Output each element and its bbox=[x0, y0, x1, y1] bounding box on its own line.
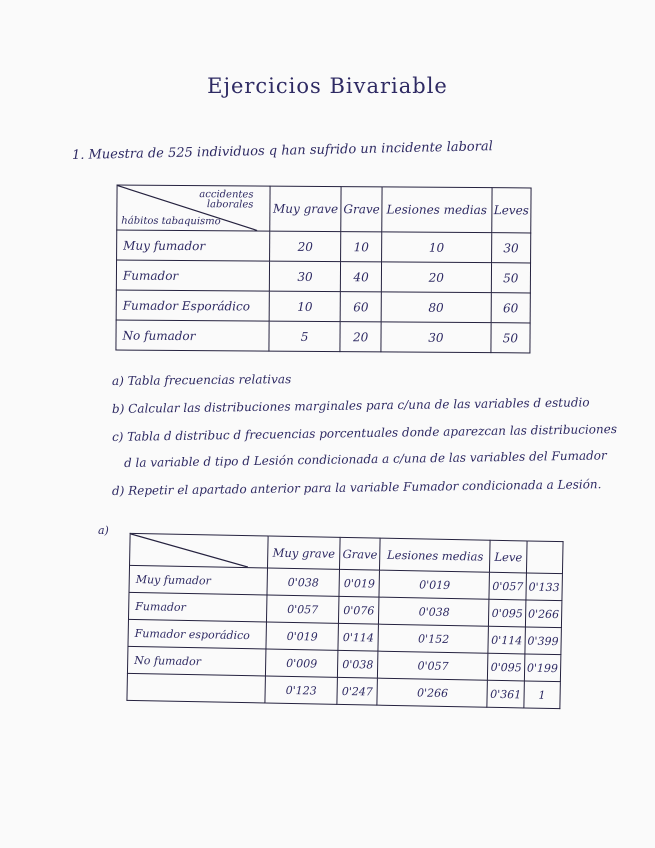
table-cell: 0'095 bbox=[488, 653, 525, 681]
table-cell: 0'038 bbox=[337, 650, 378, 678]
table-cell: 0'114 bbox=[488, 626, 525, 654]
table-cell: 0'057 bbox=[267, 595, 339, 623]
column-header: Grave bbox=[339, 537, 380, 570]
table-row bbox=[117, 230, 531, 263]
frequency-table bbox=[115, 185, 531, 354]
column-header: Muy grave bbox=[268, 536, 340, 569]
table-cell: 50 bbox=[491, 263, 530, 293]
table-cell: 0'399 bbox=[525, 627, 562, 655]
corner-cell bbox=[117, 185, 270, 231]
table-cell: 0'019 bbox=[266, 622, 338, 650]
table-cell: 60 bbox=[491, 293, 530, 323]
table-cell: 0'057 bbox=[378, 651, 489, 680]
table-cell: 0'199 bbox=[524, 654, 561, 682]
table-cell: 10 bbox=[341, 232, 382, 262]
column-header: Leves bbox=[492, 188, 532, 233]
table-row bbox=[116, 260, 530, 293]
row-label: Muy fumador bbox=[129, 565, 268, 595]
column-header: Grave bbox=[341, 187, 382, 232]
column-header: Lesiones medias bbox=[382, 187, 492, 233]
table-cell: 5 bbox=[269, 321, 341, 351]
question-item: d) Repetir el apartado anterior para la variable Fumador condicionada a Lesión. bbox=[111, 477, 602, 498]
relative-frequency-table bbox=[126, 533, 563, 709]
table-header-row bbox=[117, 185, 531, 233]
table-cell: 40 bbox=[341, 262, 382, 292]
table-cell: 50 bbox=[491, 323, 530, 353]
table-cell: 20 bbox=[381, 262, 491, 293]
table-cell: 0'038 bbox=[379, 597, 490, 626]
corner-bottom-label: hábitos tabaquismo bbox=[121, 215, 221, 228]
table-cell: 0'095 bbox=[489, 599, 526, 627]
table-cell: 0'076 bbox=[338, 596, 379, 624]
problem-statement: 1. Muestra de 525 individuos q han sufrido un incidente laboral bbox=[71, 139, 493, 163]
total-cell: 0'361 bbox=[487, 680, 524, 708]
row-label: Fumador esporádico bbox=[128, 619, 267, 649]
total-cell: 0'123 bbox=[265, 676, 337, 704]
answer-label: a) bbox=[98, 524, 109, 537]
table-cell: 80 bbox=[381, 292, 491, 323]
diagonal-line bbox=[130, 534, 249, 567]
table-cell: 20 bbox=[269, 231, 341, 261]
row-label: Fumador bbox=[116, 260, 269, 291]
table-cell: 60 bbox=[341, 292, 382, 322]
row-label: No fumador bbox=[127, 646, 266, 676]
table-cell: 0'266 bbox=[525, 600, 562, 628]
table-cell: 0'019 bbox=[339, 569, 380, 597]
corner-cell bbox=[130, 533, 269, 568]
table-cell: 0'114 bbox=[338, 623, 379, 651]
table-cell: 20 bbox=[340, 322, 381, 352]
total-cell: 1 bbox=[524, 681, 561, 709]
row-label: No fumador bbox=[116, 320, 269, 351]
empty-cell bbox=[127, 673, 266, 703]
table-row bbox=[116, 290, 530, 323]
table-cell: 0'152 bbox=[378, 624, 489, 653]
question-item: b) Calcular las distribuciones marginales para c/una de las variables d estudio bbox=[111, 395, 590, 416]
corner-top-label-2: laborales bbox=[206, 199, 254, 211]
total-cell: 0'247 bbox=[337, 677, 378, 705]
table-cell: 30 bbox=[381, 322, 491, 353]
row-label: Muy fumador bbox=[117, 230, 270, 261]
table-cell: 0'057 bbox=[489, 572, 526, 600]
page-title: Ejercicios Bivariable bbox=[207, 74, 448, 98]
table-cell: 0'019 bbox=[379, 570, 490, 599]
column-header: Muy grave bbox=[270, 186, 342, 231]
table-cell: 10 bbox=[381, 232, 491, 263]
column-header bbox=[526, 541, 563, 574]
column-header: Lesiones medias bbox=[380, 538, 491, 572]
table-row bbox=[116, 320, 530, 353]
total-cell: 0'266 bbox=[377, 678, 488, 707]
corner-top-label-1: accidentes bbox=[199, 189, 254, 201]
table-cell: 0'009 bbox=[266, 649, 338, 677]
column-header: Leve bbox=[490, 540, 527, 573]
row-label: Fumador bbox=[128, 592, 267, 622]
table-cell: 30 bbox=[491, 233, 530, 263]
question-item: a) Tabla frecuencias relativas bbox=[111, 372, 292, 388]
question-item: c) Tabla d distribuc d frecuencias porcentuales donde aparezcan las distribuciones bbox=[111, 422, 618, 444]
table-cell: 10 bbox=[269, 291, 341, 321]
table-cell: 30 bbox=[269, 261, 341, 291]
table-cell: 0'038 bbox=[267, 568, 339, 596]
row-label: Fumador Esporádico bbox=[116, 290, 269, 321]
question-item: d la variable d tipo d Lesión condicionada a c/una de las variables del Fumador bbox=[123, 448, 607, 470]
table-cell: 0'133 bbox=[526, 573, 563, 601]
